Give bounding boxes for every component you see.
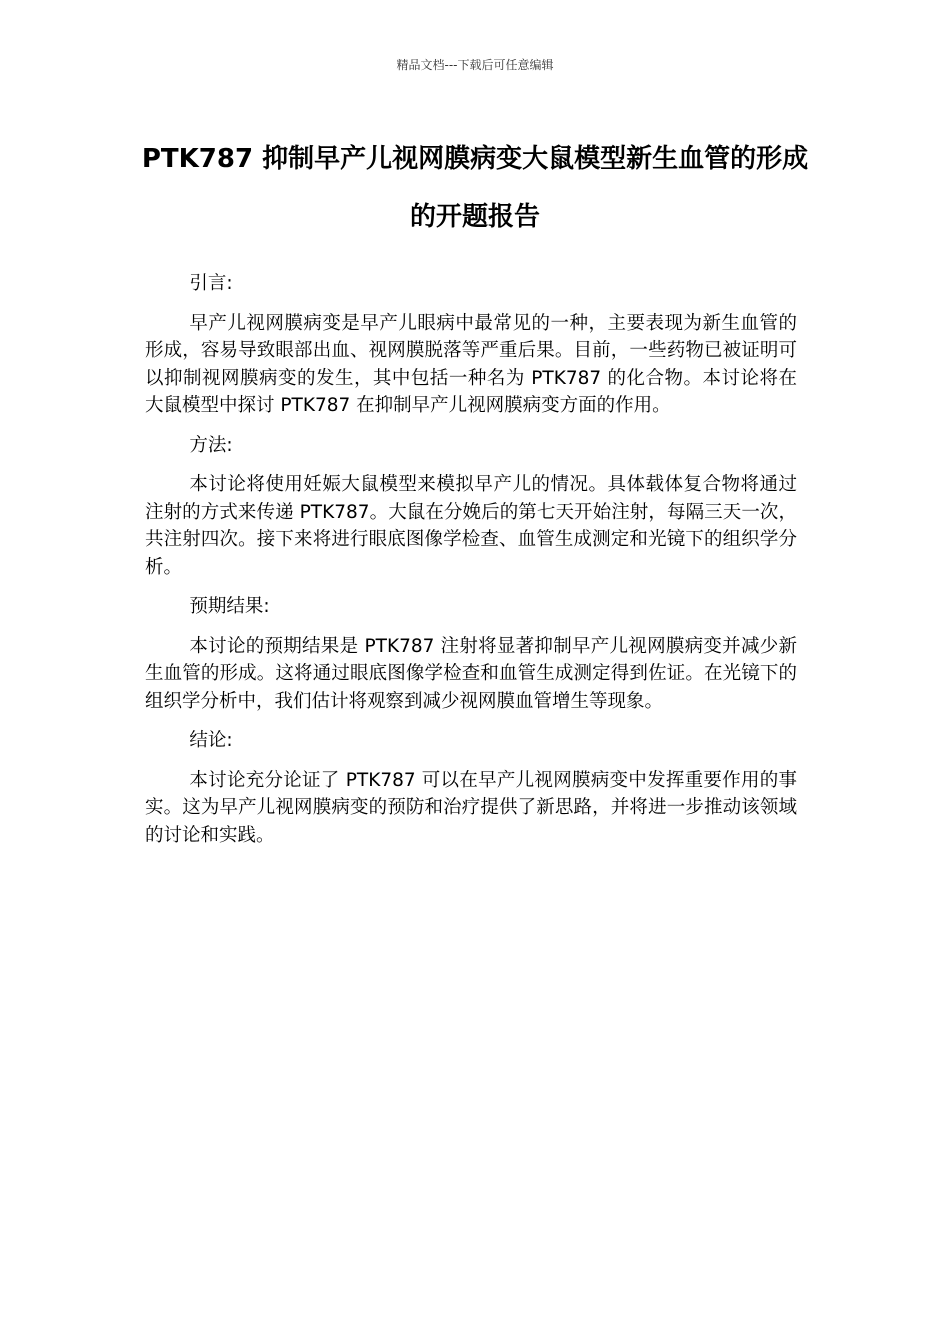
- section-heading-introduction: 引言:: [189, 273, 233, 294]
- document-title: PTK787 抑制早产儿视网膜病变大鼠模型新生血管的形成的开题报告: [141, 144, 809, 232]
- section-text-expected-results: 本讨论的预期结果是 PTK787 注射将显著抑制早产儿视网膜病变并减少新生血管的形成。这将通过眼底图像学检查和血管生成测定得到佐证。在光镜下的组织学分析中，我们估计将观察到减少视网膜血管增生等现象。: [145, 635, 797, 712]
- document-body: [145, 270, 797, 861]
- section-text-introduction: 早产儿视网膜病变是早产儿眼病中最常见的一种，主要表现为新生血管的形成，容易导致眼部出血、视网膜脱落等严重后果。目前，一些药物已被证明可以抑制视网膜病变的发生，其中包括一种名为 PTK787 的化合物。本讨论将在大鼠模型中探讨 PTK787 在抑制早产儿视网膜病变方面的作用。: [145, 312, 797, 416]
- section-heading-methods: 方法:: [189, 434, 233, 456]
- section-heading-conclusion: 结论:: [189, 730, 233, 751]
- section-heading-expected-results: 预期结果:: [189, 596, 270, 617]
- section-text-methods: 本讨论将使用妊娠大鼠模型来模拟早产儿的情况。具体载体复合物将通过注射的方式来传递 PTK787。大鼠在分娩后的第七天开始注射，每隔三天一次，共注射四次。接下来将进行眼底图像学检查、血管生成测定和光镜下的组织学分析。: [145, 474, 797, 578]
- section-text-conclusion: 本讨论充分论证了 PTK787 可以在早产儿视网膜病变中发挥重要作用的事实。这为早产儿视网膜病变的预防和治疗提供了新思路，并将进一步推动该领域的讨论和实践。: [145, 769, 797, 846]
- header-note: 精品文档---下载后可任意编辑: [396, 58, 554, 72]
